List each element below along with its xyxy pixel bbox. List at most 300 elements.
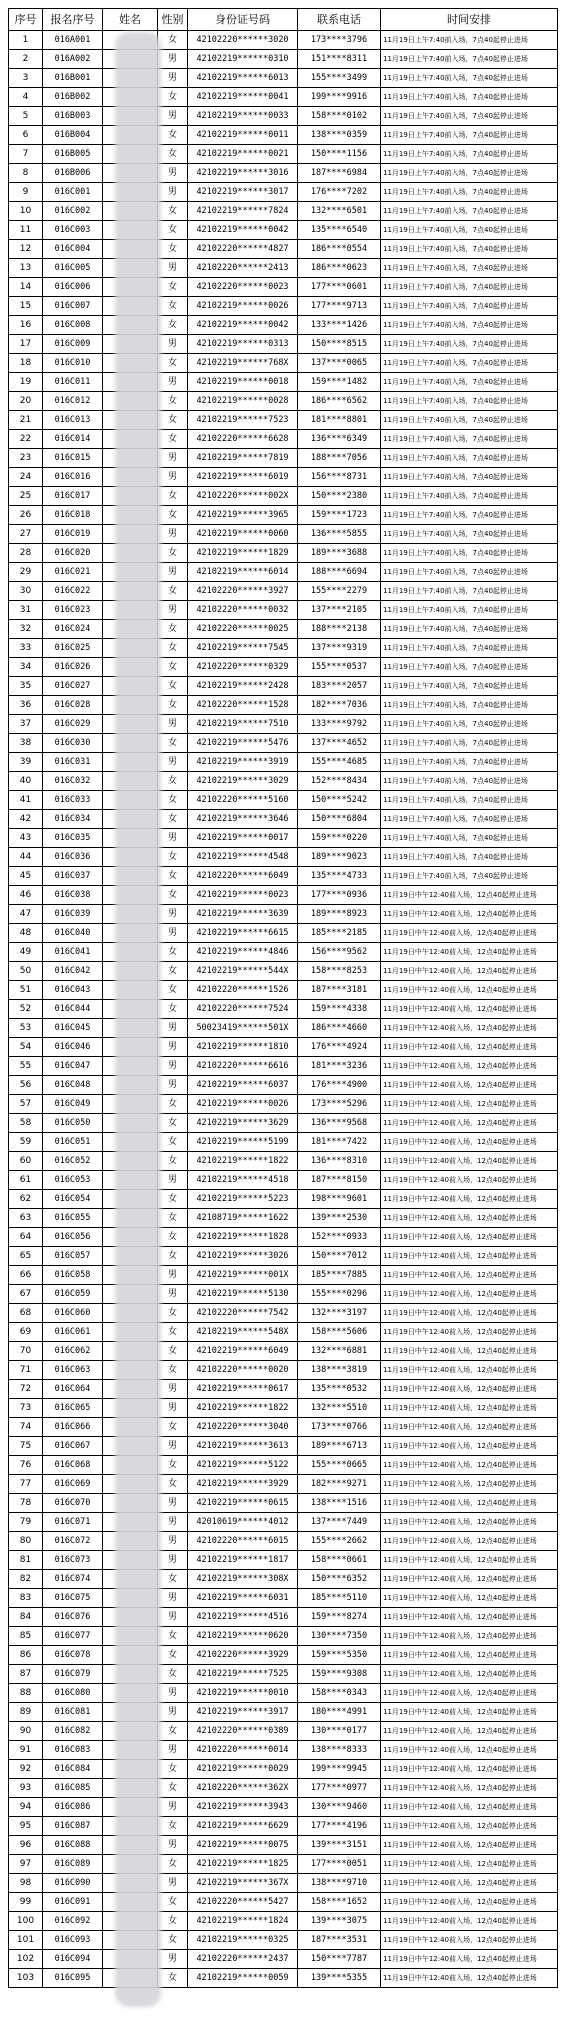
cell-seq: 42 <box>9 810 43 829</box>
cell-seq: 72 <box>9 1380 43 1399</box>
cell-schedule: 11月19日上午7:40前入场，7点40起停止进场 <box>381 183 558 202</box>
cell-phone: 150****7787 <box>298 1950 381 1969</box>
cell-seq: 35 <box>9 677 43 696</box>
cell-schedule: 11月19日中午12:40前入场，12点40起停止进场 <box>381 1931 558 1950</box>
table-row <box>9 1570 558 1589</box>
cell-id-number: 42102219******0017 <box>188 829 298 848</box>
cell-schedule: 11月19日上午7:40前入场，7点40起停止进场 <box>381 506 558 525</box>
cell-seq: 15 <box>9 297 43 316</box>
cell-gender: 女 <box>158 1209 188 1228</box>
cell-gender: 男 <box>158 1285 188 1304</box>
cell-phone: 130****7350 <box>298 1627 381 1646</box>
header-id-number: 身份证号码 <box>188 9 298 31</box>
cell-reg-no: 016C044 <box>43 1000 103 1019</box>
cell-phone: 158****8253 <box>298 962 381 981</box>
header-seq: 序号 <box>9 9 43 31</box>
cell-reg-no: 016C085 <box>43 1779 103 1798</box>
cell-reg-no: 016C067 <box>43 1437 103 1456</box>
cell-phone: 155****2662 <box>298 1532 381 1551</box>
cell-gender: 女 <box>158 1893 188 1912</box>
cell-schedule: 11月19日上午7:40前入场，7点40起停止进场 <box>381 411 558 430</box>
cell-phone: 189****9023 <box>298 848 381 867</box>
cell-seq: 6 <box>9 126 43 145</box>
cell-reg-no: 016B003 <box>43 107 103 126</box>
cell-reg-no: 016C016 <box>43 468 103 487</box>
cell-phone: 159****4338 <box>298 1000 381 1019</box>
cell-id-number: 42102219******1829 <box>188 544 298 563</box>
cell-seq: 13 <box>9 259 43 278</box>
cell-gender: 女 <box>158 1475 188 1494</box>
table-row <box>9 392 558 411</box>
cell-schedule: 11月19日上午7:40前入场，7点40起停止进场 <box>381 696 558 715</box>
cell-phone: 139****5355 <box>298 1969 381 1988</box>
cell-phone: 176****4924 <box>298 1038 381 1057</box>
cell-id-number: 42102219******0010 <box>188 1684 298 1703</box>
table-row <box>9 1114 558 1133</box>
cell-gender: 女 <box>158 1722 188 1741</box>
cell-gender: 女 <box>158 202 188 221</box>
table-row <box>9 1931 558 1950</box>
cell-schedule: 11月19日中午12:40前入场，12点40起停止进场 <box>381 1912 558 1931</box>
cell-phone: 181****7422 <box>298 1133 381 1152</box>
cell-seq: 12 <box>9 240 43 259</box>
table-row <box>9 335 558 354</box>
cell-id-number: 42102219******0018 <box>188 373 298 392</box>
cell-id-number: 42102219******1822 <box>188 1152 298 1171</box>
cell-gender: 女 <box>158 962 188 981</box>
table-row <box>9 297 558 316</box>
cell-phone: 130****9460 <box>298 1798 381 1817</box>
cell-seq: 31 <box>9 601 43 620</box>
cell-phone: 186****4660 <box>298 1019 381 1038</box>
cell-schedule: 11月19日中午12:40前入场，12点40起停止进场 <box>381 1798 558 1817</box>
cell-reg-no: 016C055 <box>43 1209 103 1228</box>
cell-phone: 159****1482 <box>298 373 381 392</box>
cell-schedule: 11月19日上午7:40前入场，7点40起停止进场 <box>381 164 558 183</box>
table-row <box>9 373 558 392</box>
cell-phone: 156****8731 <box>298 468 381 487</box>
cell-reg-no: 016A001 <box>43 31 103 50</box>
cell-phone: 159****9308 <box>298 1665 381 1684</box>
cell-phone: 155****4685 <box>298 753 381 772</box>
cell-schedule: 11月19日上午7:40前入场，7点40起停止进场 <box>381 563 558 582</box>
cell-gender: 女 <box>158 639 188 658</box>
cell-gender: 男 <box>158 1684 188 1703</box>
cell-reg-no: 016C032 <box>43 772 103 791</box>
table-row <box>9 791 558 810</box>
cell-id-number: 42102220******1528 <box>188 696 298 715</box>
cell-phone: 138****0359 <box>298 126 381 145</box>
cell-gender: 女 <box>158 582 188 601</box>
cell-schedule: 11月19日上午7:40前入场，7点40起停止进场 <box>381 335 558 354</box>
cell-seq: 57 <box>9 1095 43 1114</box>
cell-phone: 185****7885 <box>298 1266 381 1285</box>
cell-id-number: 42102219******6037 <box>188 1076 298 1095</box>
cell-schedule: 11月19日中午12:40前入场，12点40起停止进场 <box>381 1570 558 1589</box>
cell-reg-no: 016C051 <box>43 1133 103 1152</box>
cell-phone: 188****2138 <box>298 620 381 639</box>
cell-phone: 133****9792 <box>298 715 381 734</box>
cell-reg-no: 016C024 <box>43 620 103 639</box>
cell-seq: 45 <box>9 867 43 886</box>
cell-schedule: 11月19日上午7:40前入场，7点40起停止进场 <box>381 50 558 69</box>
cell-schedule: 11月19日上午7:40前入场，7点40起停止进场 <box>381 791 558 810</box>
cell-seq: 47 <box>9 905 43 924</box>
cell-gender: 女 <box>158 867 188 886</box>
table-row <box>9 1798 558 1817</box>
cell-id-number: 42102220******0389 <box>188 1722 298 1741</box>
cell-phone: 159****1723 <box>298 506 381 525</box>
cell-seq: 66 <box>9 1266 43 1285</box>
cell-reg-no: 016C004 <box>43 240 103 259</box>
cell-gender: 女 <box>158 1627 188 1646</box>
cell-seq: 86 <box>9 1646 43 1665</box>
table-row <box>9 1418 558 1437</box>
cell-seq: 84 <box>9 1608 43 1627</box>
cell-gender: 男 <box>158 601 188 620</box>
table-row <box>9 1019 558 1038</box>
cell-id-number: 42102219******1822 <box>188 1399 298 1418</box>
table-row <box>9 734 558 753</box>
cell-phone: 177****4196 <box>298 1817 381 1836</box>
cell-id-number: 42102219******0042 <box>188 221 298 240</box>
table-row <box>9 1228 558 1247</box>
cell-gender: 女 <box>158 810 188 829</box>
cell-id-number: 42010619******4012 <box>188 1513 298 1532</box>
cell-seq: 64 <box>9 1228 43 1247</box>
cell-reg-no: 016C088 <box>43 1836 103 1855</box>
cell-gender: 女 <box>158 1342 188 1361</box>
cell-reg-no: 016C089 <box>43 1855 103 1874</box>
cell-id-number: 42102219******0029 <box>188 1760 298 1779</box>
cell-phone: 138****3819 <box>298 1361 381 1380</box>
cell-id-number: 42102220******2413 <box>188 259 298 278</box>
cell-id-number: 42102219******367X <box>188 1874 298 1893</box>
cell-seq: 29 <box>9 563 43 582</box>
cell-phone: 139****3075 <box>298 1912 381 1931</box>
cell-reg-no: 016C012 <box>43 392 103 411</box>
cell-reg-no: 016C093 <box>43 1931 103 1950</box>
cell-phone: 150****2380 <box>298 487 381 506</box>
cell-id-number: 42102219******5130 <box>188 1285 298 1304</box>
cell-id-number: 42102219******0026 <box>188 1095 298 1114</box>
cell-schedule: 11月19日中午12:40前入场，12点40起停止进场 <box>381 1665 558 1684</box>
cell-seq: 69 <box>9 1323 43 1342</box>
cell-seq: 85 <box>9 1627 43 1646</box>
cell-gender: 女 <box>158 658 188 677</box>
cell-gender: 女 <box>158 31 188 50</box>
cell-id-number: 42102220******3927 <box>188 582 298 601</box>
table-row <box>9 1646 558 1665</box>
cell-phone: 150****8515 <box>298 335 381 354</box>
cell-seq: 30 <box>9 582 43 601</box>
cell-gender: 女 <box>158 677 188 696</box>
cell-id-number: 42102219******3613 <box>188 1437 298 1456</box>
cell-gender: 女 <box>158 1570 188 1589</box>
cell-reg-no: 016C073 <box>43 1551 103 1570</box>
cell-reg-no: 016C072 <box>43 1532 103 1551</box>
cell-phone: 189****6713 <box>298 1437 381 1456</box>
table-row <box>9 886 558 905</box>
cell-phone: 137****0065 <box>298 354 381 373</box>
cell-id-number: 42102220******0014 <box>188 1741 298 1760</box>
cell-reg-no: 016C052 <box>43 1152 103 1171</box>
cell-reg-no: 016C041 <box>43 943 103 962</box>
table-row <box>9 1893 558 1912</box>
cell-schedule: 11月19日中午12:40前入场，12点40起停止进场 <box>381 1646 558 1665</box>
cell-id-number: 42102220******4827 <box>188 240 298 259</box>
cell-id-number: 42102219******1810 <box>188 1038 298 1057</box>
table-row <box>9 924 558 943</box>
cell-phone: 132****6501 <box>298 202 381 221</box>
cell-seq: 7 <box>9 145 43 164</box>
cell-id-number: 42102219******7824 <box>188 202 298 221</box>
cell-id-number: 42102219******0011 <box>188 126 298 145</box>
cell-reg-no: 016C028 <box>43 696 103 715</box>
table-row <box>9 658 558 677</box>
cell-reg-no: 016C017 <box>43 487 103 506</box>
cell-phone: 173****3796 <box>298 31 381 50</box>
cell-phone: 150****1156 <box>298 145 381 164</box>
cell-phone: 136****6349 <box>298 430 381 449</box>
cell-seq: 14 <box>9 278 43 297</box>
cell-seq: 91 <box>9 1741 43 1760</box>
cell-reg-no: 016C014 <box>43 430 103 449</box>
cell-gender: 男 <box>158 905 188 924</box>
cell-id-number: 42102219******544X <box>188 962 298 981</box>
table-row <box>9 449 558 468</box>
cell-seq: 77 <box>9 1475 43 1494</box>
table-row <box>9 354 558 373</box>
cell-id-number: 42102219******0615 <box>188 1494 298 1513</box>
table-row <box>9 1266 558 1285</box>
cell-reg-no: 016C063 <box>43 1361 103 1380</box>
cell-phone: 150****6804 <box>298 810 381 829</box>
cell-phone: 132****6881 <box>298 1342 381 1361</box>
cell-seq: 21 <box>9 411 43 430</box>
cell-seq: 63 <box>9 1209 43 1228</box>
cell-phone: 186****0554 <box>298 240 381 259</box>
table-row <box>9 1057 558 1076</box>
cell-gender: 男 <box>158 1950 188 1969</box>
cell-seq: 39 <box>9 753 43 772</box>
cell-phone: 136****9568 <box>298 1114 381 1133</box>
cell-seq: 33 <box>9 639 43 658</box>
cell-gender: 男 <box>158 69 188 88</box>
cell-gender: 女 <box>158 1969 188 1988</box>
cell-schedule: 11月19日中午12:40前入场，12点40起停止进场 <box>381 1722 558 1741</box>
cell-gender: 男 <box>158 468 188 487</box>
cell-reg-no: 016C081 <box>43 1703 103 1722</box>
cell-seq: 48 <box>9 924 43 943</box>
table-row <box>9 1969 558 1988</box>
cell-gender: 男 <box>158 1494 188 1513</box>
cell-reg-no: 016C042 <box>43 962 103 981</box>
cell-schedule: 11月19日中午12:40前入场，12点40起停止进场 <box>381 981 558 1000</box>
table-row <box>9 88 558 107</box>
cell-phone: 177****0977 <box>298 1779 381 1798</box>
cell-schedule: 11月19日上午7:40前入场，7点40起停止进场 <box>381 715 558 734</box>
cell-phone: 136****5855 <box>298 525 381 544</box>
cell-seq: 1 <box>9 31 43 50</box>
table-row <box>9 1133 558 1152</box>
table-row <box>9 696 558 715</box>
cell-id-number: 42102219******0325 <box>188 1931 298 1950</box>
cell-phone: 135****0532 <box>298 1380 381 1399</box>
cell-phone: 187****3181 <box>298 981 381 1000</box>
cell-gender: 男 <box>158 1437 188 1456</box>
cell-reg-no: 016C047 <box>43 1057 103 1076</box>
table-row <box>9 1000 558 1019</box>
cell-seq: 83 <box>9 1589 43 1608</box>
cell-gender: 女 <box>158 1361 188 1380</box>
cell-reg-no: 016C071 <box>43 1513 103 1532</box>
cell-schedule: 11月19日上午7:40前入场，7点40起停止进场 <box>381 582 558 601</box>
cell-reg-no: 016C031 <box>43 753 103 772</box>
cell-schedule: 11月19日上午7:40前入场，7点40起停止进场 <box>381 639 558 658</box>
cell-phone: 182****7036 <box>298 696 381 715</box>
table-row <box>9 1608 558 1627</box>
cell-reg-no: 016C060 <box>43 1304 103 1323</box>
cell-phone: 156****9562 <box>298 943 381 962</box>
cell-id-number: 42102219******4548 <box>188 848 298 867</box>
cell-schedule: 11月19日上午7:40前入场，7点40起停止进场 <box>381 734 558 753</box>
table-row <box>9 639 558 658</box>
table-row <box>9 1456 558 1475</box>
cell-id-number: 42102220******7542 <box>188 1304 298 1323</box>
cell-gender: 女 <box>158 1323 188 1342</box>
cell-gender: 女 <box>158 240 188 259</box>
cell-phone: 135****6540 <box>298 221 381 240</box>
cell-gender: 男 <box>158 1513 188 1532</box>
cell-seq: 70 <box>9 1342 43 1361</box>
cell-reg-no: 016C005 <box>43 259 103 278</box>
table-row <box>9 1437 558 1456</box>
header-phone: 联系电话 <box>298 9 381 31</box>
cell-gender: 女 <box>158 316 188 335</box>
cell-reg-no: 016C064 <box>43 1380 103 1399</box>
cell-id-number: 42102219******0033 <box>188 107 298 126</box>
cell-gender: 男 <box>158 259 188 278</box>
cell-schedule: 11月19日上午7:40前入场，7点40起停止进场 <box>381 601 558 620</box>
cell-id-number: 42102219******0060 <box>188 525 298 544</box>
cell-schedule: 11月19日上午7:40前入场，7点40起停止进场 <box>381 468 558 487</box>
cell-phone: 189****3688 <box>298 544 381 563</box>
cell-schedule: 11月19日中午12:40前入场，12点40起停止进场 <box>381 1057 558 1076</box>
table-row <box>9 1703 558 1722</box>
cell-reg-no: 016C065 <box>43 1399 103 1418</box>
cell-gender: 女 <box>158 1095 188 1114</box>
cell-gender: 女 <box>158 430 188 449</box>
cell-seq: 89 <box>9 1703 43 1722</box>
table-row <box>9 69 558 88</box>
cell-phone: 187****3531 <box>298 1931 381 1950</box>
cell-id-number: 42102220******5427 <box>188 1893 298 1912</box>
cell-schedule: 11月19日上午7:40前入场，7点40起停止进场 <box>381 202 558 221</box>
cell-phone: 152****0933 <box>298 1228 381 1247</box>
cell-schedule: 11月19日中午12:40前入场，12点40起停止进场 <box>381 1589 558 1608</box>
table-row <box>9 1285 558 1304</box>
cell-seq: 3 <box>9 69 43 88</box>
cell-seq: 88 <box>9 1684 43 1703</box>
cell-reg-no: 016C050 <box>43 1114 103 1133</box>
cell-id-number: 42102219******0313 <box>188 335 298 354</box>
cell-phone: 132****3197 <box>298 1304 381 1323</box>
cell-seq: 58 <box>9 1114 43 1133</box>
table-row <box>9 1038 558 1057</box>
cell-reg-no: 016C095 <box>43 1969 103 1988</box>
cell-id-number: 42102219******3016 <box>188 164 298 183</box>
cell-phone: 130****0177 <box>298 1722 381 1741</box>
cell-seq: 67 <box>9 1285 43 1304</box>
cell-seq: 41 <box>9 791 43 810</box>
table-row <box>9 316 558 335</box>
cell-gender: 男 <box>158 1380 188 1399</box>
cell-reg-no: 016C001 <box>43 183 103 202</box>
cell-seq: 43 <box>9 829 43 848</box>
cell-id-number: 42102219******001X <box>188 1266 298 1285</box>
table-row <box>9 240 558 259</box>
cell-id-number: 42102219******7819 <box>188 449 298 468</box>
cell-gender: 男 <box>158 563 188 582</box>
cell-schedule: 11月19日中午12:40前入场，12点40起停止进场 <box>381 1874 558 1893</box>
cell-gender: 女 <box>158 772 188 791</box>
header-schedule: 时间安排 <box>381 9 558 31</box>
cell-gender: 男 <box>158 753 188 772</box>
cell-gender: 女 <box>158 848 188 867</box>
cell-id-number: 42102219******6031 <box>188 1589 298 1608</box>
table-row <box>9 126 558 145</box>
cell-schedule: 11月19日中午12:40前入场，12点40起停止进场 <box>381 962 558 981</box>
cell-phone: 138****8333 <box>298 1741 381 1760</box>
cell-gender: 女 <box>158 297 188 316</box>
cell-id-number: 42108719******1622 <box>188 1209 298 1228</box>
cell-gender: 女 <box>158 734 188 753</box>
table-row <box>9 506 558 525</box>
cell-gender: 男 <box>158 164 188 183</box>
cell-id-number: 42102219******1825 <box>188 1855 298 1874</box>
cell-phone: 150****6352 <box>298 1570 381 1589</box>
cell-seq: 55 <box>9 1057 43 1076</box>
cell-reg-no: 016C011 <box>43 373 103 392</box>
cell-gender: 女 <box>158 411 188 430</box>
cell-schedule: 11月19日中午12:40前入场，12点40起停止进场 <box>381 1076 558 1095</box>
cell-id-number: 42102219******6014 <box>188 563 298 582</box>
cell-seq: 4 <box>9 88 43 107</box>
cell-schedule: 11月19日中午12:40前入场，12点40起停止进场 <box>381 1494 558 1513</box>
cell-schedule: 11月19日中午12:40前入场，12点40起停止进场 <box>381 1114 558 1133</box>
cell-schedule: 11月19日中午12:40前入场，12点40起停止进场 <box>381 1608 558 1627</box>
cell-seq: 97 <box>9 1855 43 1874</box>
table-row <box>9 1874 558 1893</box>
cell-gender: 女 <box>158 1228 188 1247</box>
cell-schedule: 11月19日中午12:40前入场，12点40起停止进场 <box>381 1038 558 1057</box>
cell-phone: 176****7202 <box>298 183 381 202</box>
cell-seq: 17 <box>9 335 43 354</box>
cell-gender: 女 <box>158 126 188 145</box>
cell-seq: 87 <box>9 1665 43 1684</box>
cell-schedule: 11月19日中午12:40前入场，12点40起停止进场 <box>381 1741 558 1760</box>
table-row <box>9 50 558 69</box>
cell-phone: 138****9710 <box>298 1874 381 1893</box>
cell-schedule: 11月19日上午7:40前入场，7点40起停止进场 <box>381 772 558 791</box>
cell-reg-no: 016C037 <box>43 867 103 886</box>
table-row <box>9 563 558 582</box>
cell-seq: 94 <box>9 1798 43 1817</box>
table-row <box>9 1589 558 1608</box>
cell-seq: 73 <box>9 1399 43 1418</box>
cell-gender: 女 <box>158 1456 188 1475</box>
